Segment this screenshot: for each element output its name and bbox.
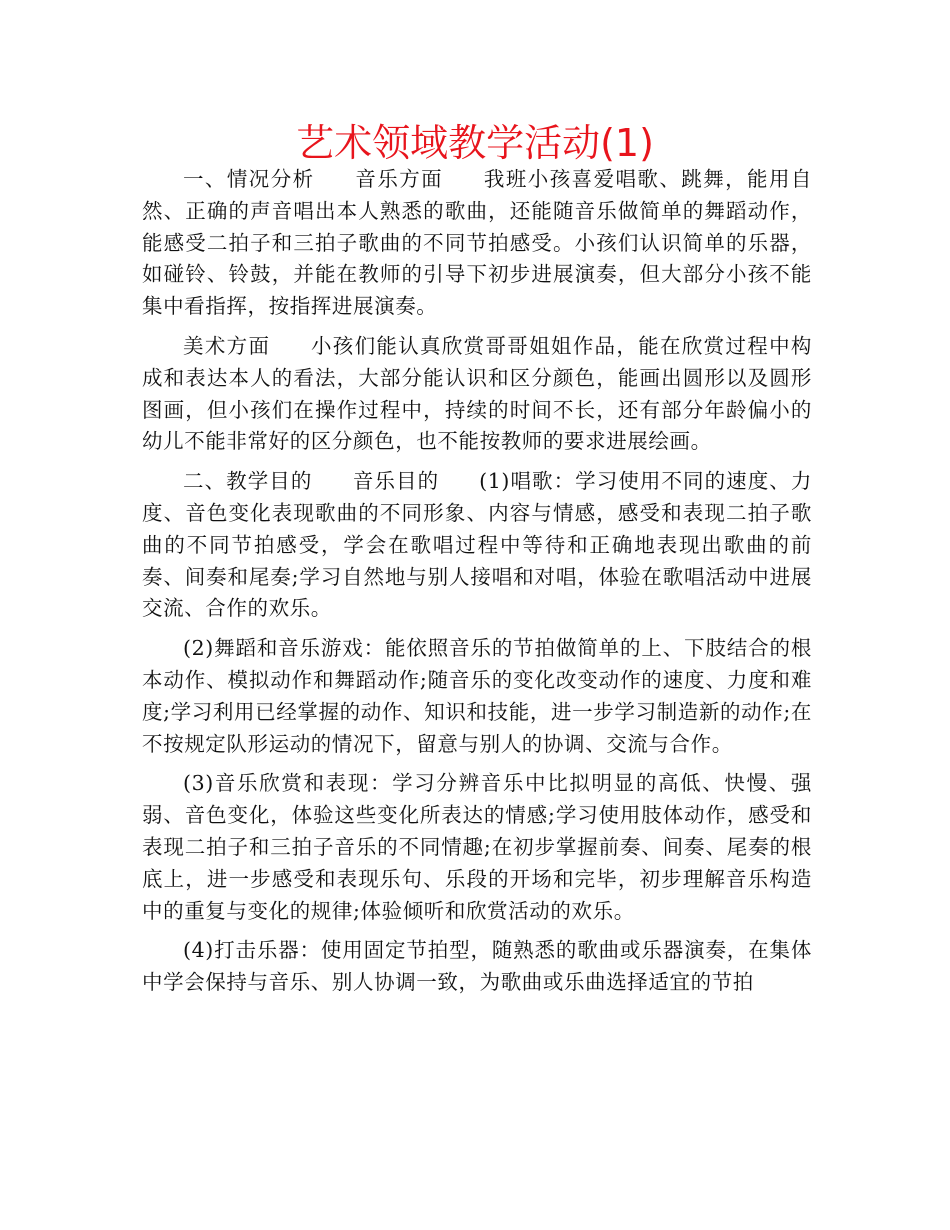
paragraph-goals-percussion bbox=[142, 935, 812, 999]
paragraph-text: (3)音乐欣赏和表现：学习分辨音乐中比拟明显的高低、快慢、强弱、音色变化，体验这些变化所表达的情感;学习使用肢体动作，感受和表现二拍子和三拍子音乐的不同情趣;在初步掌握前奏、间奏、尾奏的根底上，进一步感受和表现乐句、乐段的开场和完毕，初步理解音乐构造中的重复与变化的规律;体验倾听和欣赏活动的欢乐。 bbox=[142, 771, 812, 923]
section-heading: 二、教学目的 bbox=[183, 469, 313, 494]
paragraph-text: 小孩们能认真欣赏哥哥姐姐作品，能在欣赏过程中构成和表达本人的看法，大部分能认识和区分颜色，能画出圆形以及圆形图画，但小孩们在操作过程中，持续的时间不长，还有部分年龄偏小的幼儿不能非常好的区分颜色，也不能按教师的要求进展绘画。 bbox=[142, 333, 812, 454]
paragraph-text: 我班小孩喜爱唱歌、跳舞，能用自然、正确的声音唱出本人熟悉的歌曲，还能随音乐做简单的舞蹈动作，能感受二拍子和三拍子歌曲的不同节拍感受。小孩们认识简单的乐器，如碰铃、铃鼓，并能在教师的引导下初步进展演奏，但大部分小孩不能集中看指挥，按指挥进展演奏。 bbox=[142, 167, 813, 319]
section-heading: 一、情况分析 bbox=[183, 167, 315, 191]
subsection-heading: 美术方面 bbox=[183, 333, 271, 358]
paragraph-situation-art bbox=[142, 331, 812, 458]
document-body bbox=[142, 164, 812, 1007]
paragraph-text: (2)舞蹈和音乐游戏：能依照音乐的节拍做简单的上、下肢结合的根本动作、模拟动作和舞蹈动作;随音乐的变化改变动作的速度、力度和难度;学习利用已经掌握的动作、知识和技能，进一步学习制造新的动作;在不按规定队形运动的情况下，留意与别人的协调、交流与合作。 bbox=[142, 636, 812, 756]
paragraph-text: (1)唱歌：学习使用不同的速度、力度、音色变化表现歌曲的不同形象、内容与情感，感受和表现二拍子歌曲的不同节拍感受，学会在歌唱过程中等待和正确地表现出歌曲的前奏、间奏和尾奏;学习自然地与别人接唱和对唱，体验在歌唱活动中进展交流、合作的欢乐。 bbox=[142, 469, 812, 621]
subsection-heading: 音乐目的 bbox=[352, 469, 440, 494]
paragraph-text: (4)打击乐器：使用固定节拍型，随熟悉的歌曲或乐器演奏，在集体中学会保持与音乐、别人协调一致，为歌曲或乐曲选择适宜的节拍 bbox=[142, 938, 812, 995]
document-title: 艺术领域教学活动(1) bbox=[296, 121, 654, 165]
paragraph-goals-dance bbox=[142, 633, 812, 760]
paragraph-goals-appreciation bbox=[142, 768, 812, 927]
subsection-heading: 音乐方面 bbox=[354, 167, 444, 191]
paragraph-goals-singing bbox=[142, 466, 812, 625]
paragraph-situation-music bbox=[142, 164, 812, 323]
